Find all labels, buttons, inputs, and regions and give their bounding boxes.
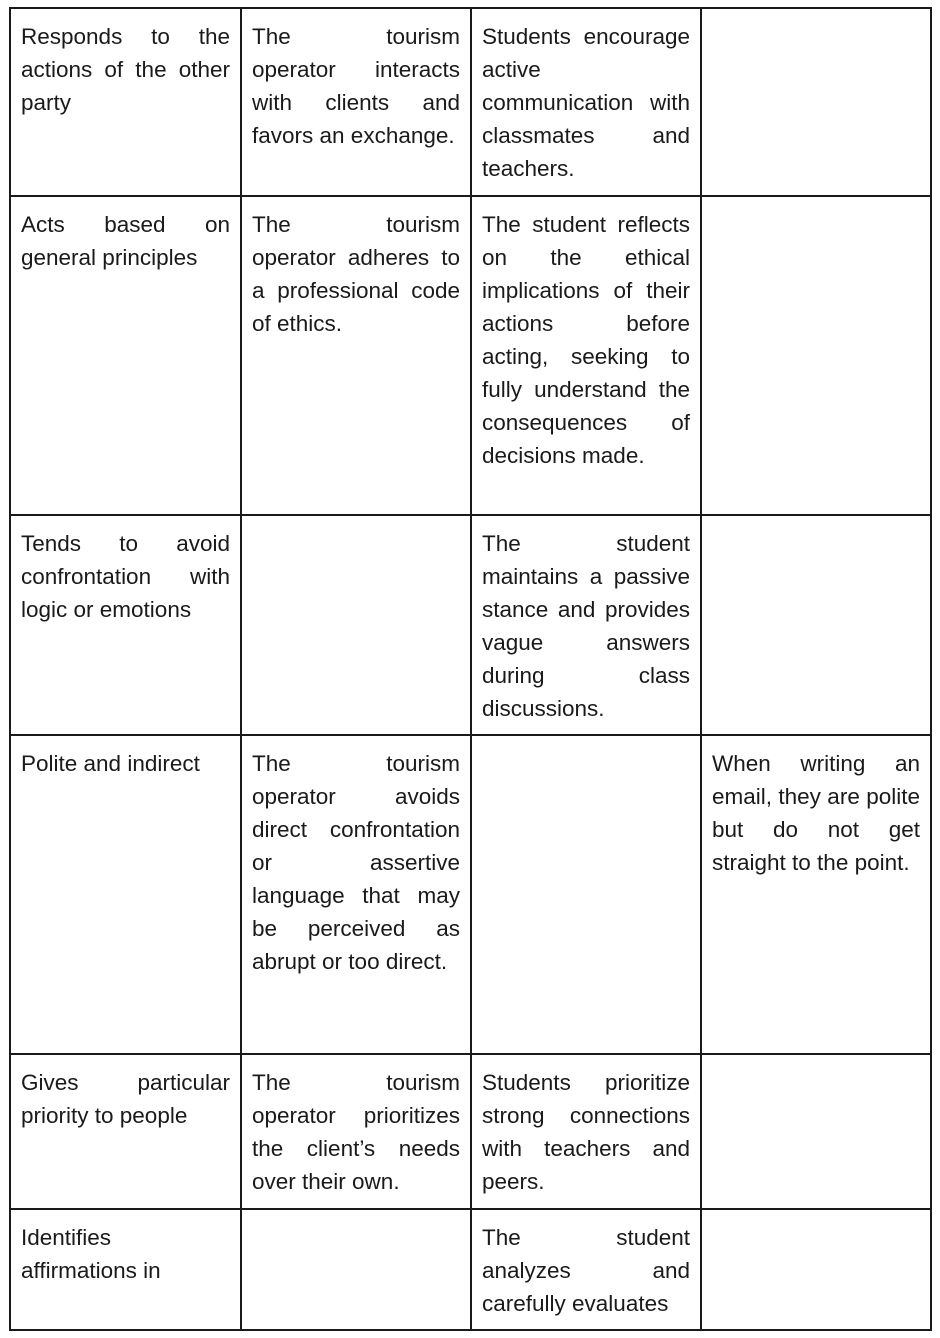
tourism-example-cell — [241, 515, 471, 735]
trait-cell: Polite and indirect — [10, 735, 241, 1054]
table-row — [10, 8, 931, 196]
trait-cell: Identifies affirmations in — [10, 1209, 241, 1330]
table-row — [10, 1054, 931, 1209]
student-example-cell: Students prioritize strong connections with teachers and peers. — [471, 1054, 701, 1209]
extra-example-cell — [701, 1209, 931, 1330]
extra-example-cell — [701, 8, 931, 196]
extra-example-cell — [701, 1054, 931, 1209]
student-example-cell: The student maintains a passive stance and provides vague answers during class discussions. — [471, 515, 701, 735]
trait-cell: Acts based on general principles — [10, 196, 241, 515]
student-example-cell: The student analyzes and carefully evaluates — [471, 1209, 701, 1330]
tourism-example-cell — [241, 1209, 471, 1330]
comparison-table — [9, 7, 932, 1331]
table-row — [10, 515, 931, 735]
extra-example-cell: When writing an email, they are polite but do not get straight to the point. — [701, 735, 931, 1054]
tourism-example-cell: The tourism operator adheres to a professional code of ethics. — [241, 196, 471, 515]
table-row — [10, 196, 931, 515]
student-example-cell: The student reflects on the ethical implications of their actions before acting, seeking to fully understand the consequences of decisions made. — [471, 196, 701, 515]
extra-example-cell — [701, 196, 931, 515]
extra-example-cell — [701, 515, 931, 735]
tourism-example-cell: The tourism operator prioritizes the client’s needs over their own. — [241, 1054, 471, 1209]
table-row — [10, 735, 931, 1054]
student-example-cell: Students encourage active communication with classmates and teachers. — [471, 8, 701, 196]
student-example-cell — [471, 735, 701, 1054]
tourism-example-cell: The tourism operator avoids direct confrontation or assertive language that may be perceived as abrupt or too direct. — [241, 735, 471, 1054]
table-row — [10, 1209, 931, 1330]
trait-cell: Tends to avoid confrontation with logic or emotions — [10, 515, 241, 735]
tourism-example-cell: The tourism operator interacts with clients and favors an exchange. — [241, 8, 471, 196]
trait-cell: Gives particular priority to people — [10, 1054, 241, 1209]
trait-cell: Responds to the actions of the other party — [10, 8, 241, 196]
